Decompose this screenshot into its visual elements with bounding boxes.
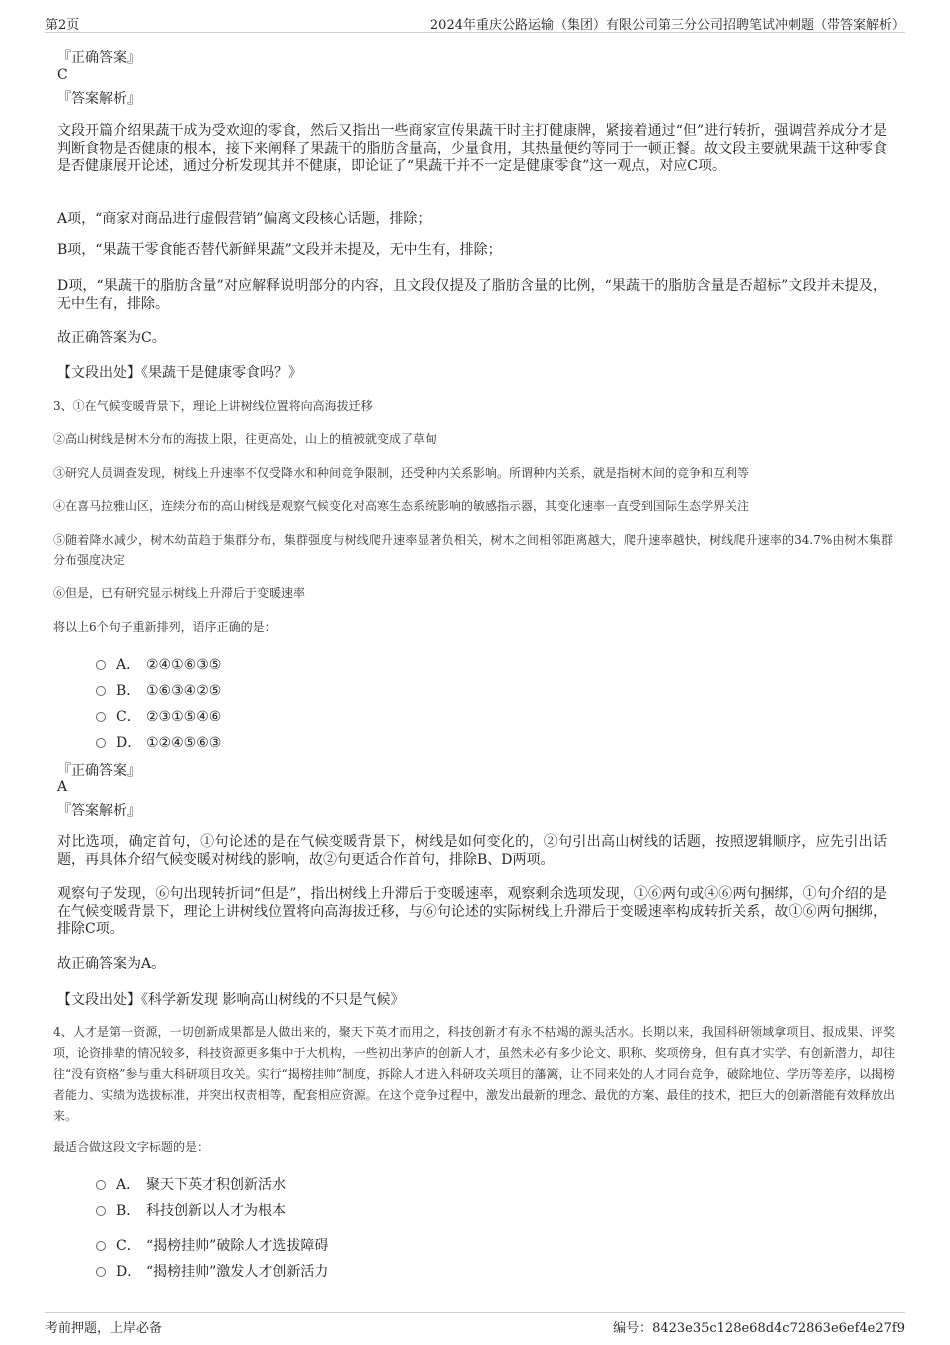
q3-analysis-label: 『答案解析』 bbox=[57, 803, 141, 819]
q3-option-d[interactable]: D． ①②④⑤⑥③ bbox=[96, 732, 221, 752]
page-header bbox=[45, 14, 905, 33]
q3-analysis-p3: 故正确答案为A。 bbox=[57, 956, 166, 972]
q3-analysis-p2: 观察句子发现，⑥句出现转折词“但是”，指出树线上升滞后于变暖速率，观察剩余选项发现，①⑥两句或④⑥两句捆绑，①句介绍的是在气候变暖背景下，理论上讲树线位置将向高海拔迁移，与⑥句论述的实际树线上升滞后于变暖速率构成转折关系，故①⑥两句捆绑，排除C项。 bbox=[57, 886, 887, 937]
q3-sentence-2: ②高山树线是树木分布的海拔上限，往更高处，山上的植被就变成了草甸 bbox=[53, 432, 438, 446]
radio-icon[interactable] bbox=[96, 1267, 106, 1277]
q2-analysis-p2: A项，“商家对商品进行虚假营销”偏离文段核心话题，排除； bbox=[57, 211, 432, 227]
q4-option-b[interactable]: B． 科技创新以人才为根本 bbox=[96, 1200, 286, 1220]
q2-source: 【文段出处】《果蔬干是健康零食吗？》 bbox=[57, 365, 302, 381]
q2-analysis-p1: 文段开篇介绍果蔬干成为受欢迎的零食，然后又指出一些商家宣传果蔬干时主打健康牌，紧接着通过“但”进行转折，强调营养成分才是判断食物是否健康的根本，接下来阐释了果蔬干的脂肪含量高，少量食用，其热量便约等同于一顿正餐。故文段主要就果蔬干这种零食是否健康展开论述，通过分析发现其并不健康，即论证了“果蔬干并不一定是健康零食”这一观点，对应C项。 bbox=[57, 123, 887, 174]
radio-icon[interactable] bbox=[96, 738, 106, 748]
q3-option-a[interactable]: A． ②④①⑥③⑤ bbox=[96, 654, 221, 674]
q4-option-d[interactable]: D． “揭榜挂帅”激发人才创新活力 bbox=[96, 1261, 328, 1281]
q3-source: 【文段出处】《科学新发现 影响高山树线的不只是气候》 bbox=[57, 992, 405, 1008]
radio-icon[interactable] bbox=[96, 1180, 106, 1190]
radio-icon[interactable] bbox=[96, 660, 106, 670]
q3-analysis-p1: 对比选项，确定首句，①句论述的是在气候变暖背景下，树线是如何变化的，②句引出高山树线的话题，按照逻辑顺序，应先引出话题，再具体介绍气候变暖对树线的影响，故②句更适合作首句，排除B、D两项。 bbox=[57, 834, 887, 868]
q2-analysis-p3: B项，“果蔬干零食能否替代新鲜果蔬”文段并未提及，无中生有，排除； bbox=[57, 242, 502, 258]
q3-answer: A bbox=[57, 779, 68, 795]
document-title: 2024年重庆公路运输（集团）有限公司第三分公司招聘笔试冲刺题（带答案解析） bbox=[429, 18, 905, 33]
q2-answer: C bbox=[57, 67, 68, 83]
footer-slogan: 考前押题，上岸必备 bbox=[45, 1321, 163, 1336]
q3-option-b[interactable]: B． ①⑥③④②⑤ bbox=[96, 680, 221, 700]
page-number: 第2页 bbox=[45, 18, 80, 33]
q4-prompt: 最适合做这段文字标题的是： bbox=[53, 1140, 210, 1154]
radio-icon[interactable] bbox=[96, 1241, 106, 1251]
q3-sentence-6: ⑥但是，已有研究显示树线上升滞后于变暖速率 bbox=[53, 586, 306, 600]
q4-option-a[interactable]: A． 聚天下英才积创新活水 bbox=[96, 1174, 286, 1194]
q4-option-c[interactable]: C． “揭榜挂帅”破除人才选拔障碍 bbox=[96, 1235, 328, 1255]
q3-sentence-4: ④在喜马拉雅山区，连续分布的高山树线是观察气候变化对高寒生态系统影响的敏感指示器，其变化速率一直受到国际生态学界关注 bbox=[53, 499, 750, 513]
q3-answer-label: 『正确答案』 bbox=[57, 763, 141, 779]
q2-analysis-p5: 故正确答案为C。 bbox=[57, 330, 166, 346]
radio-icon[interactable] bbox=[96, 686, 106, 696]
q2-answer-label: 『正确答案』 bbox=[57, 50, 141, 66]
q2-analysis-label: 『答案解析』 bbox=[57, 91, 141, 107]
q3-sentence-1: 3、①在气候变暖背景下，理论上讲树线位置将向高海拔迁移 bbox=[53, 399, 373, 413]
q3-option-c[interactable]: C． ②③①⑤④⑥ bbox=[96, 706, 221, 726]
page-footer bbox=[45, 1312, 905, 1335]
document-code: 编号：8423e35c128e68d4c72863e6ef4e27f9 bbox=[613, 1321, 905, 1336]
q3-prompt: 将以上6个句子重新排列，语序正确的是： bbox=[53, 620, 277, 634]
q3-sentence-5: ⑤随着降水减少，树木幼苗趋于集群分布，集群强度与树线爬升速率显著负相关，树木之间相邻距离越大，爬升速率越快，树线爬升速率的34.7%由树木集群分布强度决定 bbox=[53, 533, 893, 567]
radio-icon[interactable] bbox=[96, 712, 106, 722]
q4-stem: 4、人才是第一资源，一切创新成果都是人做出来的，聚天下英才而用之，科技创新才有永不枯竭的源头活水。长期以来，我国科研领域拿项目、报成果、评奖项，论资排辈的情况较多，科技资源更多集中于大机构，一些初出茅庐的创新人才，虽然未必有多少论文、职称、奖项傍身，但有真才实学、有创新潜力，却往往“没有资格”参与重大科研项目攻关。实行“揭榜挂帅”制度，拆除人才进入科研攻关项目的藩篱，让不同来处的人才同台竞争，破除地位、学历等差序，以揭榜者能力、实绩为选拔标准，并突出权责相等，配套相应资源。在这个竞争过程中，激发出最新的理念、最优的方案、最佳的技术，把巨大的创新潜能有效释放出来。 bbox=[53, 1025, 895, 1123]
radio-icon[interactable] bbox=[96, 1206, 106, 1216]
q3-sentence-3: ③研究人员调查发现，树线上升速率不仅受降水和种间竞争限制，还受种内关系影响。所谓种内关系，就是指树木间的竞争和互利等 bbox=[53, 466, 750, 480]
q2-analysis-p4: D项，“果蔬干的脂肪含量”对应解释说明部分的内容，且文段仅提及了脂肪含量的比例，“果蔬干的脂肪含量是否超标”文段并未提及，无中生有，排除。 bbox=[57, 278, 887, 312]
